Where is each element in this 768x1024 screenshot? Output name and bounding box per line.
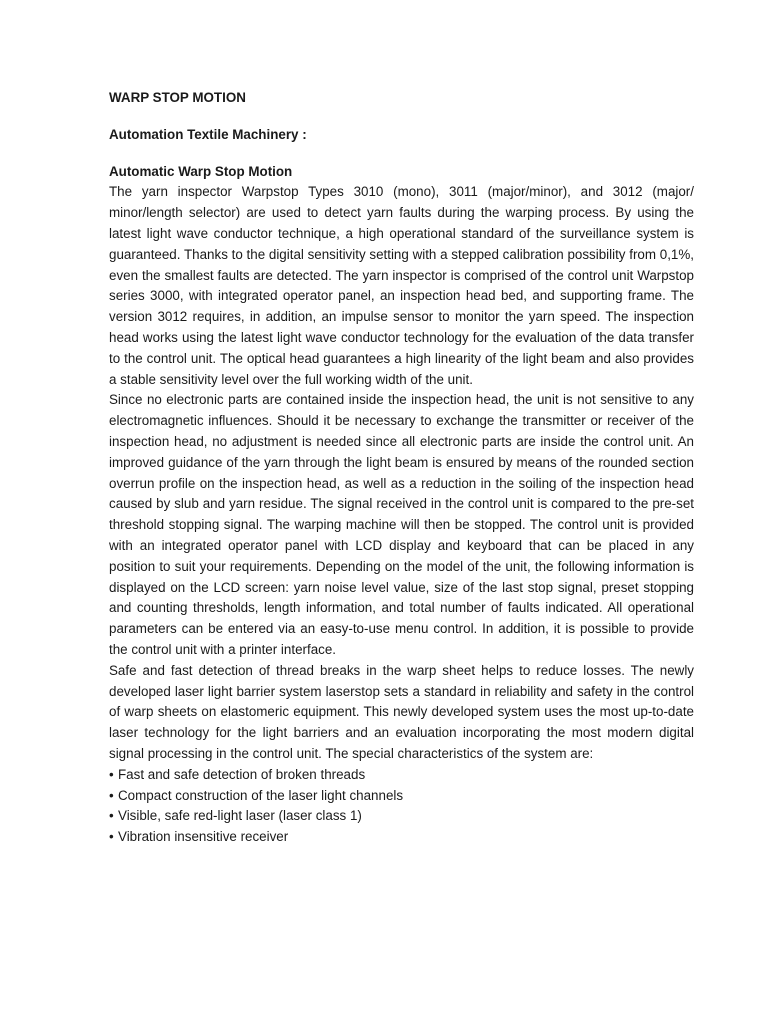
list-item [109,786,694,807]
list-item [109,765,694,786]
document-page [109,88,694,848]
list-item-text: Vibration insensitive receiver [118,829,289,845]
list-item [109,827,694,848]
list-item-text: Fast and safe detection of broken threads [118,766,366,782]
bullet-icon: • [109,766,114,782]
paragraph-1: The yarn inspector Warpstop Types 3010 (mono), 3011 (major/minor), and 3012 (major/ minor/length selector) are used to detect yarn faults during the warping process. By using the latest light wave conductor technique, a high operational standard of the surveillance system is guaranteed. Thanks to the digital sensitivity setting with a stepped calibration possibility from 0,1%, even the smallest faults are detected. The yarn inspector is comprised of the control unit Warpstop series 3000, with integrated operator panel, an inspection head bed, and supporting frame. The version 3012 requires, in addition, an impulse sensor to monitor the yarn speed. The inspection head works using the latest light wave conductor technology for the evaluation of the data transfer to the control unit. The optical head guarantees a high linearity of the light beam and also provides a stable sensitivity level over the full working width of the unit. [109,184,694,387]
bullet-icon: • [109,808,114,824]
bullet-icon: • [109,829,114,845]
feature-list [109,765,694,848]
bullet-icon: • [109,787,114,803]
list-item-text: Compact construction of the laser light channels [118,787,404,803]
paragraph-3: Safe and fast detection of thread breaks in the warp sheet helps to reduce losses. The newly developed laser light barrier system laserstop sets a standard in reliability and safety in the control of warp sheets on elastomeric equipment. This newly developed system uses the most up-to-date laser technology for the light barriers and an evaluation incorporating the most modern digital signal processing in the control unit. The special characteristics of the system are: [109,662,694,761]
document-title: WARP STOP MOTION [109,90,246,105]
list-item [109,806,694,827]
paragraph-2: Since no electronic parts are contained inside the inspection head, the unit is not sensitive to any electromagnetic influences. Should it be necessary to exchange the transmitter or receiver of the inspection head, no adjustment is needed since all electronic parts are inside the control unit. An improved guidance of the yarn through the light beam is ensured by means of the rounded section overrun profile on the inspection head, as well as a reduction in the soiling of the inspection head caused by slub and yarn residue. The signal received in the control unit is compared to the pre-set threshold stopping signal. The warping machine will then be stopped. The control unit is provided with an integrated operator panel with LCD display and keyboard that can be placed in any position to suit your requirements. Depending on the model of the unit, the following information is displayed on the LCD screen: yarn noise level value, size of the last stop signal, preset stopping and counting thresholds, length information, and total number of faults indicated. All operational parameters can be entered via an easy-to-use menu control. In addition, it is possible to provide the control unit with a printer interface. [109,392,694,657]
section-heading: Automatic Warp Stop Motion [109,163,293,179]
list-item-text: Visible, safe red-light laser (laser class 1) [118,808,362,824]
document-subtitle: Automation Textile Machinery : [109,126,307,142]
